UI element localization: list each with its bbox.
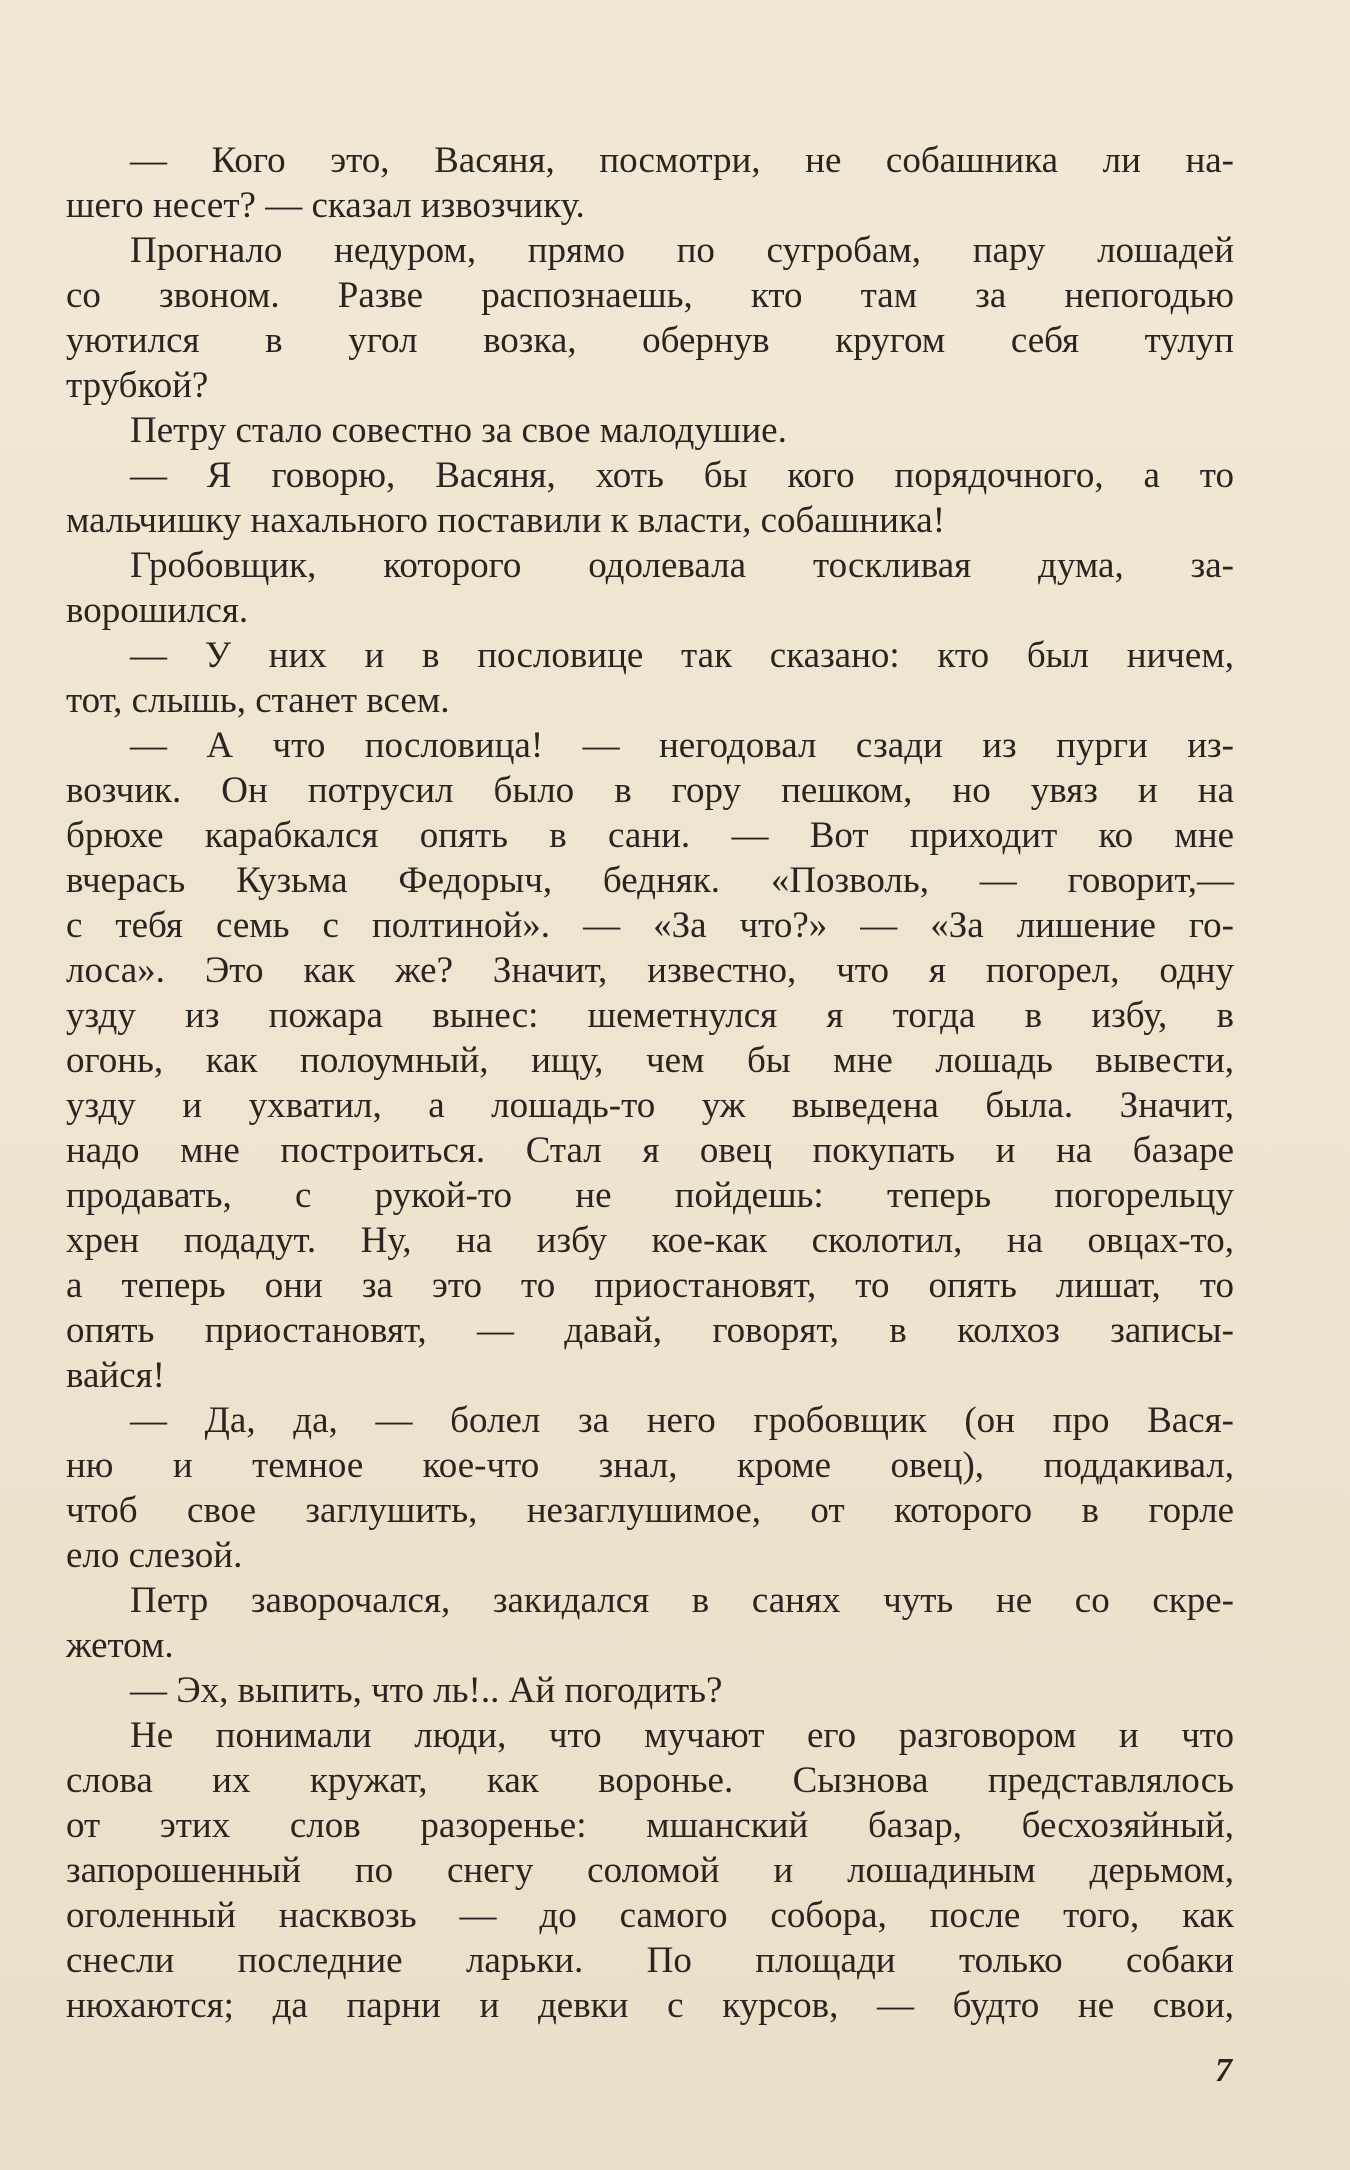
body-text (66, 138, 1234, 2028)
text-line: — Кого это, Васяня, посмотри, не собашника ли на- (130, 140, 1234, 181)
text-line: с тебя семь с полтиной». — «За что?» — «За лишение го- (66, 905, 1234, 946)
text-line: жетом. (66, 1625, 174, 1666)
text-line: со звоном. Разве распознаешь, кто там за непогодью (66, 275, 1234, 316)
text-line: возчик. Он потрусил было в гору пешком, но увяз и на (66, 770, 1234, 811)
text-line: тот, слышь, станет всем. (66, 680, 450, 721)
text-line: опять приостановят, — давай, говорят, в колхоз записы- (66, 1310, 1234, 1351)
text-line: Не понимали люди, что мучают его разговором и что (130, 1715, 1234, 1756)
text-line: лоса». Это как же? Значит, известно, что я погорел, одну (66, 950, 1234, 991)
text-line: — Я говорю, Васяня, хоть бы кого порядочного, а то (130, 455, 1234, 496)
text-line: хрен подадут. Ну, на избу кое-как сколотил, на овцах-то, (66, 1220, 1234, 1261)
text-line: снесли последние ларьки. По площади только собаки (66, 1940, 1234, 1981)
text-line: уютился в угол возка, обернув кругом себя тулуп (66, 320, 1234, 361)
text-line: огонь, как полоумный, ищу, чем бы мне лошадь вывести, (66, 1040, 1234, 1081)
text-line: продавать, с рукой-то не пойдешь: теперь погорельцу (66, 1175, 1234, 1216)
text-line: Гробовщик, которого одолевала тоскливая дума, за- (130, 545, 1234, 586)
text-line: а теперь они за это то приостановят, то опять лишат, то (66, 1265, 1234, 1306)
text-line: слова их кружат, как воронье. Сызнова представлялось (66, 1760, 1234, 1801)
text-line: Петр заворочался, закидался в санях чуть не со скре- (130, 1580, 1234, 1621)
text-line: трубкой? (66, 365, 209, 406)
text-line: брюхе карабкался опять в сани. — Вот приходит ко мне (66, 815, 1234, 856)
text-line: чтоб свое заглушить, незаглушимое, от которого в горле (66, 1490, 1234, 1531)
text-line: узду и ухватил, а лошадь-то уж выведена была. Значит, (66, 1085, 1234, 1126)
text-line: оголенный насквозь — до самого собора, после того, как (66, 1895, 1234, 1936)
text-line: — А что пословица! — негодовал сзади из пурги из- (130, 725, 1234, 766)
text-line: нюхаются; да парни и девки с курсов, — будто не свои, (66, 1985, 1234, 2026)
text-line: запорошенный по снегу соломой и лошадиным дерьмом, (66, 1850, 1234, 1891)
text-line: надо мне построиться. Стал я овец покупать и на базаре (66, 1130, 1234, 1171)
text-line: Петру стало совестно за свое малодушие. (130, 410, 787, 451)
text-line: узду из пожара вынес: шеметнулся я тогда в избу, в (66, 995, 1234, 1036)
text-line: — Эх, выпить, что ль!.. Ай погодить? (130, 1670, 723, 1711)
text-line: мальчишку нахального поставили к власти, собашника! (66, 500, 946, 541)
text-line: от этих слов разоренье: мшанский базар, бесхозяйный, (66, 1805, 1234, 1846)
text-line: шего несет? — сказал извозчику. (66, 185, 585, 226)
text-line: ню и темное кое-что знал, кроме овец), поддакивал, (66, 1445, 1234, 1486)
text-line: ело слезой. (66, 1535, 243, 1576)
page-number: 7 (1215, 2052, 1232, 2089)
text-line: Прогнало недуром, прямо по сугробам, пару лошадей (130, 230, 1234, 271)
text-line: вчерась Кузьма Федорыч, бедняк. «Позволь, — говорит,— (66, 860, 1234, 901)
text-line: — Да, да, — болел за него гробовщик (он про Вася- (130, 1400, 1234, 1441)
text-line: — У них и в пословице так сказано: кто был ничем, (130, 635, 1234, 676)
text-line: вайся! (66, 1355, 165, 1396)
text-line: ворошился. (66, 590, 249, 631)
